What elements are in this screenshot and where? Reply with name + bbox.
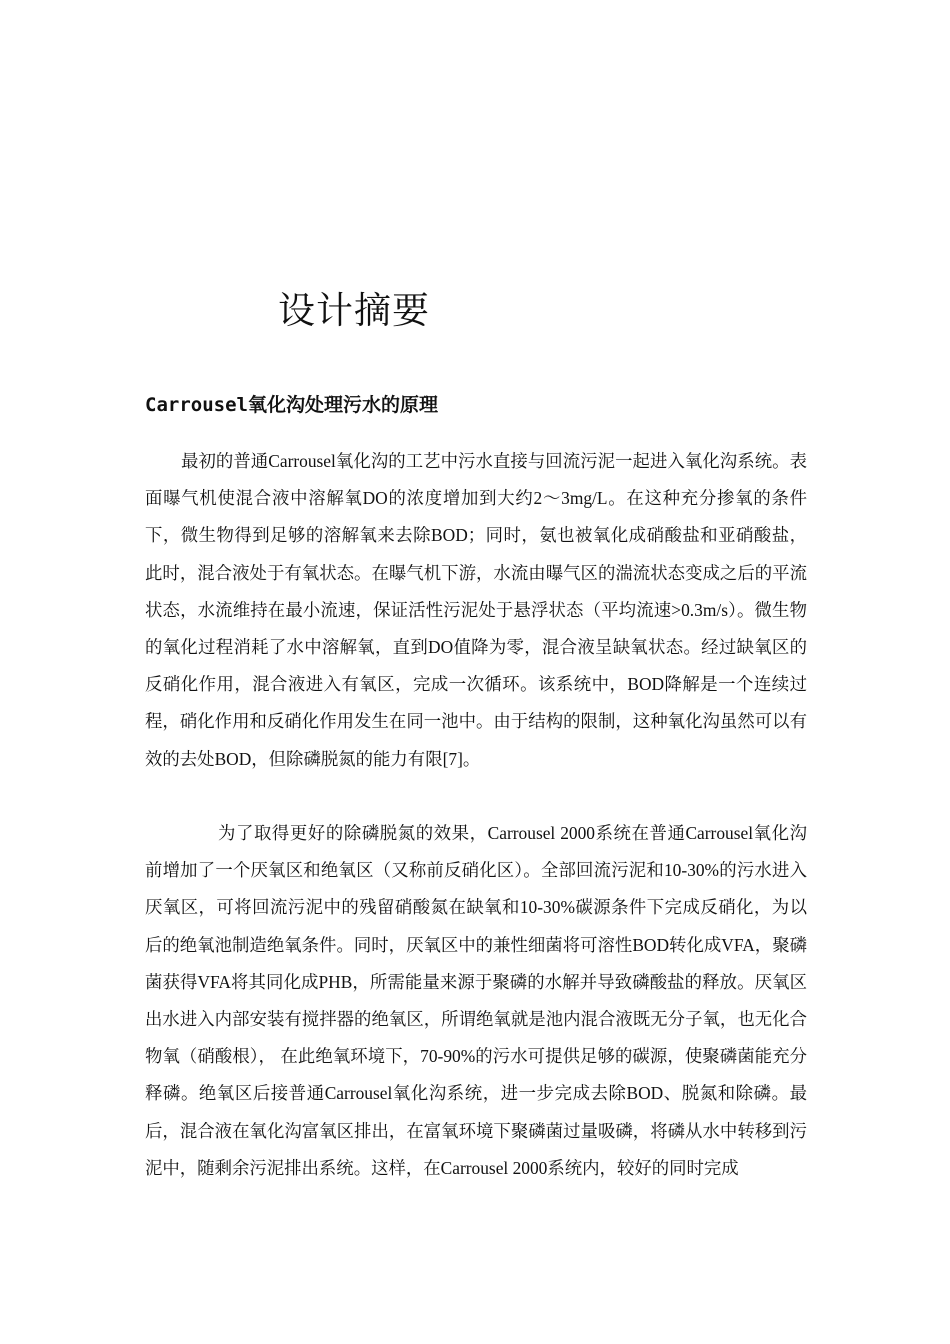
section-heading: Carrousel氧化沟处理污水的原理: [145, 394, 438, 416]
body-paragraph-2: 为了取得更好的除磷脱氮的效果，Carrousel 2000系统在普通Carrousel氧化沟前增加了一个厌氧区和绝氧区（又称前反硝化区）。全部回流污泥和10-30%的污水进入厌氧区，可将回流污泥中的残留硝酸氮在缺氧和10-30%碳源条件下完成反硝化，为以后的绝氧池制造绝氧条件。同时，厌氧区中的兼性细菌将可溶性BOD转化成VFA，聚磷菌获得VFA将其同化成PHB，所需能量来源于聚磷的水解并导致磷酸盐的释放。厌氧区出水进入内部安装有搅拌器的绝氧区，所谓绝氧就是池内混合液既无分子氧，也无化合物氧（硝酸根）， 在此绝氧环境下，70-90%的污水可提供足够的碳源，使聚磷菌能充分释磷。绝氧区后接普通Carrousel氧化沟系统，进一步完成去除BOD、脱氮和除磷。最后，混合液在氧化沟富氧区排出，在富氧环境下聚磷菌过量吸磷，将磷从水中转移到污泥中，随剩余污泥排出系统。这样，在Carrousel 2000系统内，较好的同时完成: [145, 823, 807, 1178]
document-title: 设计摘要: [278, 289, 430, 332]
body-paragraph-1: 最初的普通Carrousel氧化沟的工艺中污水直接与回流污泥一起进入氧化沟系统。表面曝气机使混合液中溶解氧DO的浓度增加到大约2～3mg/L。在这种充分掺氧的条件下，微生物得到足够的溶解氧来去除BOD；同时，氨也被氧化成硝酸盐和亚硝酸盐，此时，混合液处于有氧状态。在曝气机下游，水流由曝气区的湍流状态变成之后的平流状态，水流维持在最小流速，保证活性污泥处于悬浮状态（平均流速>0.3m/s）。微生物的氧化过程消耗了水中溶解氧，直到DO值降为零，混合液呈缺氧状态。经过缺氧区的反硝化作用，混合液进入有氧区，完成一次循环。该系统中，BOD降解是一个连续过程，硝化作用和反硝化作用发生在同一池中。由于结构的限制，这种氧化沟虽然可以有效的去处BOD，但除磷脱氮的能力有限[7]。: [145, 451, 807, 769]
